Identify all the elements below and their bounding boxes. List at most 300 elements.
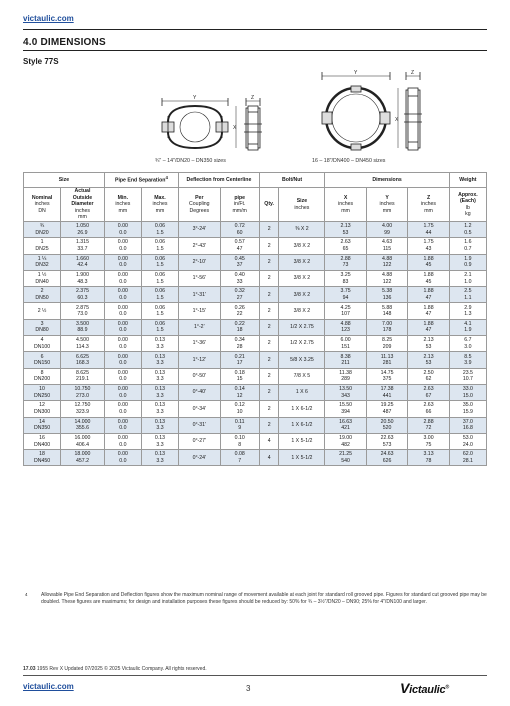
cell-z-line: 66 <box>425 408 432 415</box>
cell-x <box>325 303 366 319</box>
cell-od-line: 1.660 <box>75 255 89 262</box>
cell-x-line: 540 <box>341 457 350 464</box>
cell-x-line: 2.88 <box>340 255 351 262</box>
cell-pipe-line: 0.32 <box>234 288 245 295</box>
cell-od-line: 1.900 <box>75 272 89 279</box>
cell-max <box>141 401 178 417</box>
cell-x-line: 21.25 <box>339 451 353 458</box>
cell-x-line: 421 <box>341 425 350 432</box>
cell-wt-line: 1.9 <box>464 255 472 262</box>
cell-min <box>104 384 141 400</box>
cell-z-line: 53 <box>425 343 432 350</box>
cell-z-line: 78 <box>425 457 432 464</box>
cell-wt-line: 10.7 <box>462 376 473 383</box>
cell-deg: 3°-24' <box>179 222 220 238</box>
cell-wt-line: 2.9 <box>464 304 472 311</box>
cell-max-line: 3.3 <box>156 441 164 448</box>
cell-wt-line: 0.9 <box>464 262 472 269</box>
cell-y-line: 7.00 <box>382 320 393 327</box>
cell-z <box>408 254 449 270</box>
cell-wt-line: 0.7 <box>464 245 472 252</box>
cell-nom-line: 14 <box>39 418 45 425</box>
site-link-bottom[interactable]: victaulic.com <box>23 682 74 691</box>
cell-od <box>61 303 105 319</box>
cell-max-line: 0.13 <box>154 337 166 344</box>
cell-min <box>104 336 141 352</box>
dim-label-z-large: Z <box>411 70 415 76</box>
cell-wt <box>449 368 486 384</box>
cell-pipe-line: 17 <box>236 360 243 367</box>
cell-od <box>61 450 105 466</box>
cell-pipe-line: 0.08 <box>234 451 245 458</box>
cell-min-line: 0.00 <box>117 272 128 279</box>
cell-z-line: 67 <box>425 392 432 399</box>
cell-nom <box>24 384 61 400</box>
col-approx-weight: Approx. (Each) lb kg <box>449 188 486 222</box>
cell-od-line: 323.9 <box>75 408 89 415</box>
cell-deg: 1°-2' <box>179 319 220 335</box>
cell-nom-line: 18 <box>39 451 45 458</box>
cell-max <box>141 450 178 466</box>
cell-deg: 1°-12' <box>179 352 220 368</box>
cell-nom <box>24 303 61 319</box>
right-figure-caption: 16 – 18"/DN400 – DN450 sizes <box>312 158 386 164</box>
cell-z-line: 43 <box>425 245 432 252</box>
cell-wt-line: 16.8 <box>462 425 473 432</box>
cell-deg: 0°-24' <box>179 450 220 466</box>
cell-max-line: 0.13 <box>154 386 166 393</box>
dimensions-table-body <box>24 222 487 466</box>
cell-od-line: 406.4 <box>75 441 89 448</box>
cell-max-line: 1.5 <box>156 262 164 269</box>
cell-bolt: 5/8 X 3.25 <box>279 352 325 368</box>
dimensions-table <box>23 172 487 466</box>
cell-max <box>141 433 178 449</box>
cell-x-line: 16.63 <box>339 418 353 425</box>
cell-pipe-line: 0.45 <box>234 255 245 262</box>
cell-nom <box>24 450 61 466</box>
cell-z-line: 47 <box>425 294 432 301</box>
cell-pipe <box>220 270 259 286</box>
cell-wt <box>449 319 486 335</box>
cell-min <box>104 287 141 303</box>
cell-min-line: 0.0 <box>119 425 127 432</box>
cell-max <box>141 270 178 286</box>
doc-meta: 1955 Rev X Updated 07/2025 © 2025 Victaulic Company. All rights reserved. <box>36 666 207 672</box>
cell-x-line: 15.50 <box>339 402 353 409</box>
cell-od-line: 88.9 <box>77 327 88 334</box>
cell-x-line: 211 <box>341 360 350 367</box>
cell-max <box>141 303 178 319</box>
cell-pipe-line: 0.14 <box>234 386 245 393</box>
cell-pipe <box>220 368 259 384</box>
cell-y-line: 487 <box>382 408 392 415</box>
cell-max <box>141 384 178 400</box>
cell-pipe-line: 0.21 <box>234 353 245 360</box>
cell-z-line: 3.00 <box>423 435 434 441</box>
cell-pipe <box>220 433 259 449</box>
cell-wt-line: 33.0 <box>462 386 473 393</box>
cell-nom <box>24 270 61 286</box>
cell-wt-line: 1.6 <box>464 239 472 246</box>
cell-od-line: 12.750 <box>74 402 91 409</box>
cell-x <box>325 287 366 303</box>
cell-min-line: 0.00 <box>117 288 128 295</box>
cell-max-line: 0.06 <box>154 255 166 262</box>
cell-wt <box>449 287 486 303</box>
cell-nom-line: DN350 <box>33 425 51 432</box>
cell-x <box>325 319 366 335</box>
cell-x-line: 2.13 <box>340 223 351 230</box>
cell-bolt: 1 X 6-1/2 <box>279 401 325 417</box>
cell-pipe-line: 0.11 <box>234 418 245 425</box>
victaulic-logo: Victaulic® <box>400 680 449 696</box>
cell-y-line: 24.63 <box>380 451 394 458</box>
cell-bolt: 1/2 X 2.75 <box>279 319 325 335</box>
cell-od-line: 1.315 <box>75 239 89 246</box>
cell-max-line: 0.13 <box>154 435 166 441</box>
cell-nom-line: 10 <box>39 386 45 393</box>
col-min: Min. inches mm <box>104 188 141 222</box>
cell-y <box>366 222 407 238</box>
footer-rule <box>23 675 487 676</box>
cell-nom-line: DN25 <box>35 245 49 252</box>
cell-max <box>141 319 178 335</box>
cell-wt-line: 35.0 <box>462 402 473 409</box>
cell-wt-line: 6.7 <box>464 337 472 344</box>
cell-pipe-line: 0.12 <box>234 402 245 409</box>
cell-z <box>408 222 449 238</box>
cell-nom-line: DN32 <box>35 262 49 269</box>
cell-pipe-line: 0.40 <box>234 272 245 279</box>
cell-y-line: 122 <box>382 278 392 285</box>
cell-pipe-line: 0.34 <box>234 337 245 344</box>
cell-wt-line: 4.1 <box>464 320 472 327</box>
cell-pipe-line: 37 <box>236 262 243 269</box>
cell-y <box>366 450 407 466</box>
cell-y-line: 441 <box>382 392 392 399</box>
col-z: Z inches mm <box>408 188 449 222</box>
cell-max-line: 3.3 <box>156 376 164 383</box>
cell-max-line: 1.5 <box>156 327 164 334</box>
cell-z-line: 45 <box>425 262 432 269</box>
cell-nom <box>24 222 61 238</box>
cell-x-line: 6.00 <box>340 337 351 344</box>
cell-deg: 1°-56' <box>179 270 220 286</box>
cell-z-line: 1.88 <box>423 288 434 295</box>
cell-y-line: 4.88 <box>382 255 393 262</box>
cell-qty: 2 <box>259 238 279 254</box>
cell-nom <box>24 417 61 433</box>
cell-max <box>141 417 178 433</box>
cell-pipe <box>220 352 259 368</box>
cell-od-line: 3.500 <box>75 320 89 327</box>
cell-pipe <box>220 303 259 319</box>
cell-nom-line: DN450 <box>33 457 51 464</box>
cell-x-line: 3.25 <box>340 272 351 279</box>
cell-z-line: 62 <box>425 376 432 383</box>
cell-wt-line: 1.2 <box>464 223 472 230</box>
cell-od <box>61 417 105 433</box>
cell-x-line: 19.00 <box>339 435 353 441</box>
cell-min-line: 0.00 <box>117 418 128 425</box>
col-y: Y inches mm <box>366 188 407 222</box>
cell-min <box>104 368 141 384</box>
cell-y-line: 573 <box>382 441 392 448</box>
cell-pipe-line: 27 <box>236 294 243 301</box>
cell-od-line: 42.4 <box>77 262 88 269</box>
cell-x-line: 4.88 <box>340 320 351 327</box>
group-size: Size <box>24 173 105 188</box>
dim-label-z: Z <box>251 95 255 101</box>
cell-nom-line: DN20 <box>35 229 49 236</box>
cell-wt-line: 53.0 <box>462 435 473 441</box>
footnote-text: Allowable Pipe End Separation and Deflection figures show the maximum nominal range of movement available at each joint for standard roll grooved pipe. Figures for standard cut grooved pipe may be doubled. These figures are maximums; for design and installation purposes these figures should be reduced by: 50% for ¾ – 3½"/DN20 – DN90; 25% for 4"/DN100 and larger. <box>41 592 487 606</box>
cell-nom-line: DN50 <box>35 294 49 301</box>
cell-min-line: 0.0 <box>119 376 127 383</box>
cell-x <box>325 222 366 238</box>
cell-pipe <box>220 254 259 270</box>
cell-pipe-line: 60 <box>236 229 243 236</box>
cell-y-line: 115 <box>382 245 392 252</box>
cell-x-line: 2.63 <box>340 239 351 246</box>
cell-x-line: 11.38 <box>339 369 352 376</box>
cell-y-line: 14.75 <box>380 369 394 376</box>
cell-min <box>104 303 141 319</box>
cell-y-line: 520 <box>382 425 392 432</box>
cell-y-line: 4.88 <box>382 272 393 279</box>
cell-max <box>141 368 178 384</box>
cell-nom-line: 6 <box>40 353 44 360</box>
cell-nom-line: DN80 <box>35 327 49 334</box>
page-number: 3 <box>246 684 251 693</box>
group-pipe-end-separation: Pipe End Separation$^4$ <box>104 173 178 188</box>
dim-label-y-large: Y <box>354 70 358 76</box>
cell-nom <box>24 238 61 254</box>
cell-pipe <box>220 336 259 352</box>
cell-x <box>325 450 366 466</box>
cell-z <box>408 417 449 433</box>
cell-nom-line: DN150 <box>33 360 51 367</box>
cell-od-line: 1.050 <box>75 223 89 230</box>
group-bolt-nut: Bolt/Nut <box>259 173 325 188</box>
cell-y-line: 148 <box>382 311 392 318</box>
cell-x-line: 73 <box>342 262 349 269</box>
cell-z-line: 1.88 <box>423 272 434 279</box>
table-row <box>24 287 487 303</box>
cell-z <box>408 401 449 417</box>
cell-z-line: 2.13 <box>423 353 434 360</box>
table-row <box>24 433 487 449</box>
cell-y-line: 375 <box>382 376 392 383</box>
cell-pipe-line: 7 <box>238 457 242 464</box>
cell-pipe-line: 18 <box>236 327 243 334</box>
section-title: 4.0 DIMENSIONS <box>23 37 106 48</box>
cell-wt-line: 23.5 <box>462 369 473 376</box>
cell-y-line: 8.25 <box>382 337 393 344</box>
cell-min-line: 0.00 <box>117 239 128 246</box>
cell-y-line: 17.38 <box>380 386 394 393</box>
cell-pipe-line: 0.10 <box>234 435 245 441</box>
cell-nom <box>24 401 61 417</box>
cell-nom <box>24 352 61 368</box>
cell-pipe <box>220 287 259 303</box>
cell-bolt: 3/8 X 2 <box>279 254 325 270</box>
cell-nom-line: DN200 <box>33 376 51 383</box>
cell-x-line: 8.38 <box>340 353 351 360</box>
cell-z-line: 75 <box>425 441 432 448</box>
cell-max-line: 0.13 <box>154 369 166 376</box>
cell-x-line: 107 <box>341 311 350 318</box>
cell-x <box>325 401 366 417</box>
cell-y <box>366 401 407 417</box>
cell-z-line: 1.88 <box>423 304 434 311</box>
cell-bolt: 7/8 X 5 <box>279 368 325 384</box>
cell-qty: 2 <box>259 384 279 400</box>
cell-y <box>366 433 407 449</box>
cell-pipe-line: 28 <box>236 343 243 350</box>
cell-wt-line: 2.5 <box>464 288 472 295</box>
cell-x-line: 83 <box>342 278 349 285</box>
cell-nom <box>24 433 61 449</box>
cell-od <box>61 270 105 286</box>
cell-od-line: 2.875 <box>75 304 89 311</box>
cell-nom <box>24 336 61 352</box>
cell-y <box>366 417 407 433</box>
cell-pipe-line: 0.22 <box>234 320 245 327</box>
cell-wt <box>449 401 486 417</box>
cell-x-line: 94 <box>342 294 349 301</box>
cell-x-line: 343 <box>341 392 350 399</box>
cell-z-line: 3.13 <box>423 451 434 458</box>
cell-bolt: 1 X 5-1/2 <box>279 450 325 466</box>
cell-x-line: 123 <box>341 327 350 334</box>
cell-min-line: 0.0 <box>119 457 127 464</box>
cell-pipe <box>220 450 259 466</box>
cell-bolt: 3/8 X 2 <box>279 238 325 254</box>
cell-y-line: 178 <box>382 327 392 334</box>
cell-min-line: 0.00 <box>117 320 128 327</box>
cell-min-line: 0.00 <box>117 353 128 360</box>
cell-max-line: 3.3 <box>156 392 164 399</box>
cell-z <box>408 368 449 384</box>
cell-od-line: 33.7 <box>77 245 88 252</box>
header-rule <box>23 29 487 30</box>
cell-qty: 2 <box>259 270 279 286</box>
cell-pipe-line: 47 <box>236 245 243 252</box>
cell-x-line: 4.25 <box>340 304 351 311</box>
cell-pipe-line: 8 <box>238 441 242 448</box>
cell-nom-line: 8 <box>40 369 44 376</box>
cell-od <box>61 238 105 254</box>
cell-od-line: 168.3 <box>75 360 89 367</box>
cell-min-line: 0.00 <box>117 451 128 458</box>
cell-wt-line: 37.0 <box>462 418 473 425</box>
cell-deg: 0°-40' <box>179 384 220 400</box>
cell-qty: 2 <box>259 336 279 352</box>
cell-nom-line: 2 ½ <box>37 307 47 314</box>
cell-min-line: 0.0 <box>119 311 127 318</box>
cell-min-line: 0.0 <box>119 441 127 448</box>
cell-wt <box>449 336 486 352</box>
cell-max-line: 1.5 <box>156 278 164 285</box>
cell-deg: 2°-10' <box>179 254 220 270</box>
cell-z-line: 2.63 <box>423 386 434 393</box>
cell-x <box>325 368 366 384</box>
cell-wt <box>449 270 486 286</box>
cell-deg: 1°-36' <box>179 336 220 352</box>
cell-pipe-line: 15 <box>236 376 243 383</box>
cell-nom <box>24 319 61 335</box>
cell-qty: 2 <box>259 303 279 319</box>
cell-nom-line: DN250 <box>33 392 51 399</box>
footer-meta <box>23 666 207 672</box>
cell-y-line: 5.88 <box>382 304 393 311</box>
cell-deg: 0°-34' <box>179 401 220 417</box>
cell-od-line: 6.625 <box>75 353 89 360</box>
cell-min-line: 0.0 <box>119 360 127 367</box>
cell-qty: 2 <box>259 352 279 368</box>
cell-z-line: 2.50 <box>423 369 434 376</box>
cell-y-line: 4.00 <box>382 223 393 230</box>
group-dimensions: Dimensions <box>325 173 449 188</box>
cell-z <box>408 384 449 400</box>
cell-y <box>366 319 407 335</box>
table-row <box>24 319 487 335</box>
cell-wt-line: 2.1 <box>464 272 472 279</box>
cell-max-line: 0.06 <box>154 223 166 230</box>
cell-y-line: 4.63 <box>382 239 393 246</box>
cell-y-line: 209 <box>382 343 392 350</box>
cell-min <box>104 450 141 466</box>
cell-pipe <box>220 384 259 400</box>
table-row <box>24 352 487 368</box>
cell-nom-line: 16 <box>39 435 45 441</box>
cell-od-line: 219.1 <box>75 376 89 383</box>
cell-od-line: 16.000 <box>74 435 91 441</box>
cell-wt <box>449 303 486 319</box>
cell-max-line: 0.13 <box>154 451 166 458</box>
col-per-coupling: Per Coupling Degrees <box>179 188 220 222</box>
cell-wt-line: 3.0 <box>464 343 472 350</box>
site-link-top[interactable]: victaulic.com <box>23 14 74 23</box>
col-nominal: Nominal inches DN <box>24 188 61 222</box>
cell-max <box>141 254 178 270</box>
cell-pipe-line: 12 <box>236 392 243 399</box>
col-pipe: pipe in/Ft. mm/m <box>220 188 259 222</box>
cell-x-line: 3.75 <box>340 288 351 295</box>
cell-x-line: 65 <box>342 245 349 252</box>
cell-deg: 0°-50' <box>179 368 220 384</box>
cell-deg: 1°-15' <box>179 303 220 319</box>
dim-label-x-large: X <box>395 117 399 123</box>
cell-min-line: 0.00 <box>117 402 128 409</box>
cell-x-line: 151 <box>341 343 350 350</box>
cell-pipe-line: 22 <box>236 311 243 318</box>
table-row <box>24 384 487 400</box>
cell-deg: 1°-31' <box>179 287 220 303</box>
cell-min-line: 0.00 <box>117 223 128 230</box>
cell-min-line: 0.0 <box>119 245 127 252</box>
cell-y <box>366 254 407 270</box>
coupling-small-drawing <box>150 86 270 158</box>
cell-od <box>61 352 105 368</box>
cell-min-line: 0.0 <box>119 229 127 236</box>
cell-max-line: 0.06 <box>154 304 166 311</box>
style-title: Style 77S <box>23 57 59 66</box>
cell-nom <box>24 254 61 270</box>
cell-y-line: 20.50 <box>380 418 394 425</box>
